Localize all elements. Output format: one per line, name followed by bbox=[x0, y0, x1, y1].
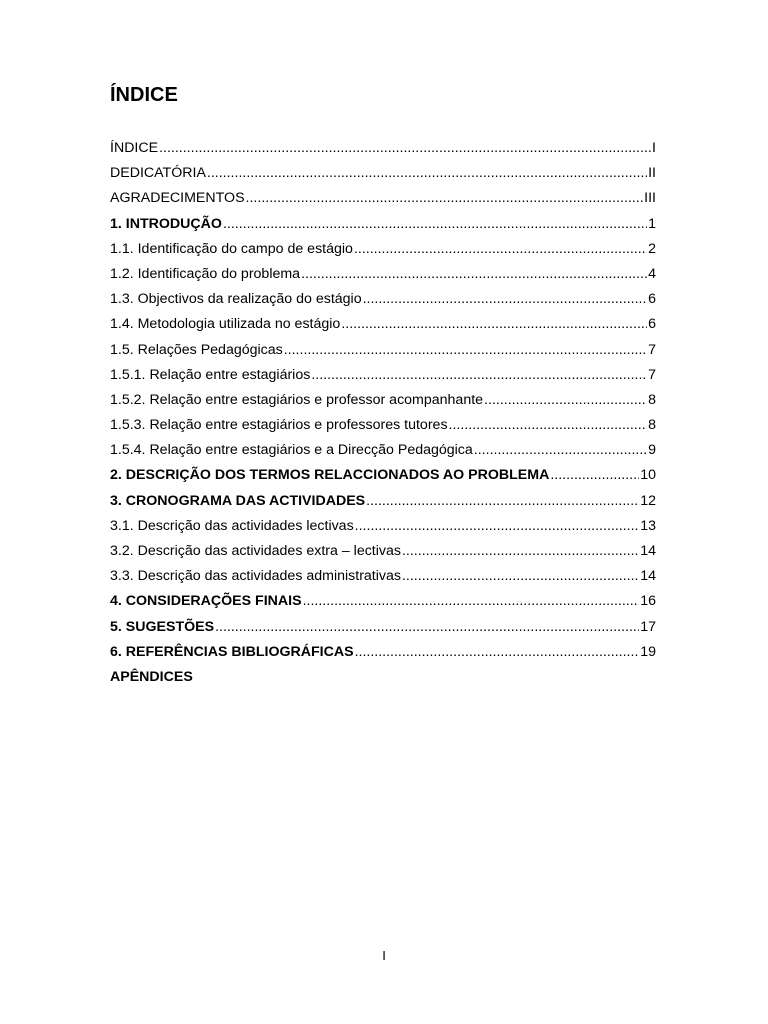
toc-entry-1-5-4[interactable] bbox=[110, 442, 656, 467]
toc-entry-title: 1.1. Identificação do campo de estágio bbox=[110, 240, 353, 257]
toc-dot-leader bbox=[449, 417, 648, 433]
toc-entry-page: 8 bbox=[648, 417, 656, 434]
toc-entry-3-1[interactable] bbox=[110, 518, 656, 543]
toc-entry-title: ÍNDICE bbox=[110, 140, 159, 156]
toc-entry-title: 1.5.4. Relação entre estagiários e a Direcção Pedagógica bbox=[110, 442, 473, 459]
toc-entry-sugestoes[interactable] bbox=[110, 619, 656, 644]
toc-dot-leader bbox=[355, 644, 640, 660]
table-of-contents bbox=[110, 140, 656, 694]
toc-entry-title: 5. SUGESTÕES bbox=[110, 618, 215, 635]
toc-dot-leader bbox=[303, 593, 640, 609]
toc-entry-page: 7 bbox=[648, 341, 656, 358]
toc-entry-consideracoes[interactable] bbox=[110, 593, 656, 618]
toc-entry-cronograma[interactable] bbox=[110, 493, 656, 518]
toc-entry-title: 3.1. Descrição das actividades lectivas bbox=[110, 517, 354, 534]
toc-entry-1-4[interactable] bbox=[110, 316, 656, 341]
toc-entry-title: 4. CONSIDERAÇÕES FINAIS bbox=[110, 593, 302, 610]
toc-entry-referencias[interactable] bbox=[110, 644, 656, 669]
toc-entry-1-5-3[interactable] bbox=[110, 417, 656, 442]
toc-entry-title: 1.2. Identificação do problema bbox=[110, 265, 301, 282]
toc-dot-leader bbox=[363, 291, 648, 307]
toc-entry-page: 7 bbox=[648, 366, 656, 383]
toc-entry-1-5[interactable] bbox=[110, 342, 656, 367]
toc-dot-leader bbox=[341, 316, 647, 332]
toc-entry-title: DEDICATÓRIA bbox=[110, 165, 206, 182]
toc-entry-descricao-termos[interactable] bbox=[110, 467, 656, 492]
toc-dot-leader bbox=[284, 342, 647, 358]
toc-dot-leader bbox=[366, 493, 639, 509]
toc-entry-page: 9 bbox=[648, 442, 656, 459]
toc-dot-leader bbox=[402, 568, 639, 584]
toc-entry-title: 1.5. Relações Pedagógicas bbox=[110, 341, 283, 358]
toc-entry-page: 16 bbox=[640, 593, 656, 610]
toc-entry-title: 1.3. Objectivos da realização do estágio bbox=[110, 291, 362, 308]
toc-entry-title: 1.5.1. Relação entre estagiários bbox=[110, 366, 311, 383]
toc-entry-page: 19 bbox=[640, 643, 656, 660]
toc-entry-page: 17 bbox=[640, 618, 656, 635]
toc-entry-agradecimentos[interactable] bbox=[110, 190, 656, 215]
toc-entry-indice[interactable] bbox=[110, 140, 656, 165]
toc-dot-leader bbox=[484, 392, 647, 408]
toc-entry-page: II bbox=[648, 165, 656, 182]
toc-dot-leader bbox=[550, 467, 639, 483]
toc-entry-3-3[interactable] bbox=[110, 568, 656, 593]
toc-dot-leader bbox=[301, 266, 647, 282]
toc-entry-page: 4 bbox=[648, 265, 656, 282]
toc-entry-title: 3.2. Descrição das actividades extra – lectivas bbox=[110, 543, 401, 559]
toc-entry-1-1[interactable] bbox=[110, 241, 656, 266]
toc-entry-page: 6 bbox=[648, 316, 656, 333]
toc-entry-1-5-1[interactable] bbox=[110, 367, 656, 392]
toc-entry-title: 1. INTRODUÇÃO bbox=[110, 215, 222, 232]
toc-dot-leader bbox=[311, 367, 647, 383]
toc-entry-apendices[interactable] bbox=[110, 669, 656, 694]
toc-entry-title: 3.3. Descrição das actividades administrativas bbox=[110, 568, 401, 585]
toc-entry-introducao[interactable] bbox=[110, 216, 656, 241]
page-title: ÍNDICE bbox=[110, 84, 178, 106]
toc-entry-page: I bbox=[652, 140, 656, 156]
toc-dot-leader bbox=[207, 165, 647, 181]
toc-entry-3-2[interactable] bbox=[110, 543, 656, 568]
toc-entry-page: 14 bbox=[640, 543, 656, 559]
toc-dot-leader bbox=[246, 190, 644, 206]
toc-entry-1-5-2[interactable] bbox=[110, 392, 656, 417]
page-footer-number: I bbox=[382, 948, 386, 963]
toc-entry-page: 13 bbox=[640, 517, 656, 534]
toc-entry-page: 6 bbox=[648, 291, 656, 308]
toc-entry-title: 3. CRONOGRAMA DAS ACTIVIDADES bbox=[110, 492, 366, 509]
toc-entry-page: 14 bbox=[640, 568, 656, 585]
toc-dot-leader bbox=[215, 619, 639, 635]
toc-entry-title: 2. DESCRIÇÃO DOS TERMOS RELACCIONADOS AO PROBLEMA bbox=[110, 467, 550, 484]
toc-entry-page: 12 bbox=[640, 492, 656, 509]
toc-entry-title: 1.4. Metodologia utilizada no estágio bbox=[110, 316, 341, 333]
toc-dot-leader bbox=[355, 518, 640, 534]
toc-entry-page: III bbox=[644, 190, 656, 207]
toc-entry-page: 8 bbox=[648, 391, 656, 408]
toc-entry-title: 1.5.2. Relação entre estagiários e professor acompanhante bbox=[110, 391, 484, 408]
toc-dot-leader bbox=[402, 543, 639, 559]
toc-dot-leader bbox=[474, 442, 647, 458]
toc-dot-leader bbox=[159, 140, 651, 156]
toc-entry-dedicatoria[interactable] bbox=[110, 165, 656, 190]
toc-entry-title: APÊNDICES bbox=[110, 668, 193, 685]
toc-entry-page: 10 bbox=[640, 467, 656, 484]
toc-entry-1-2[interactable] bbox=[110, 266, 656, 291]
toc-entry-title: 1.5.3. Relação entre estagiários e professores tutores bbox=[110, 417, 448, 434]
toc-entry-title: 6. REFERÊNCIAS BIBLIOGRÁFICAS bbox=[110, 643, 354, 660]
toc-dot-leader bbox=[354, 241, 647, 257]
toc-entry-1-3[interactable] bbox=[110, 291, 656, 316]
toc-entry-page: 1 bbox=[648, 215, 656, 232]
toc-dot-leader bbox=[223, 216, 647, 232]
toc-entry-title: AGRADECIMENTOS bbox=[110, 190, 245, 207]
toc-entry-page: 2 bbox=[648, 240, 656, 257]
